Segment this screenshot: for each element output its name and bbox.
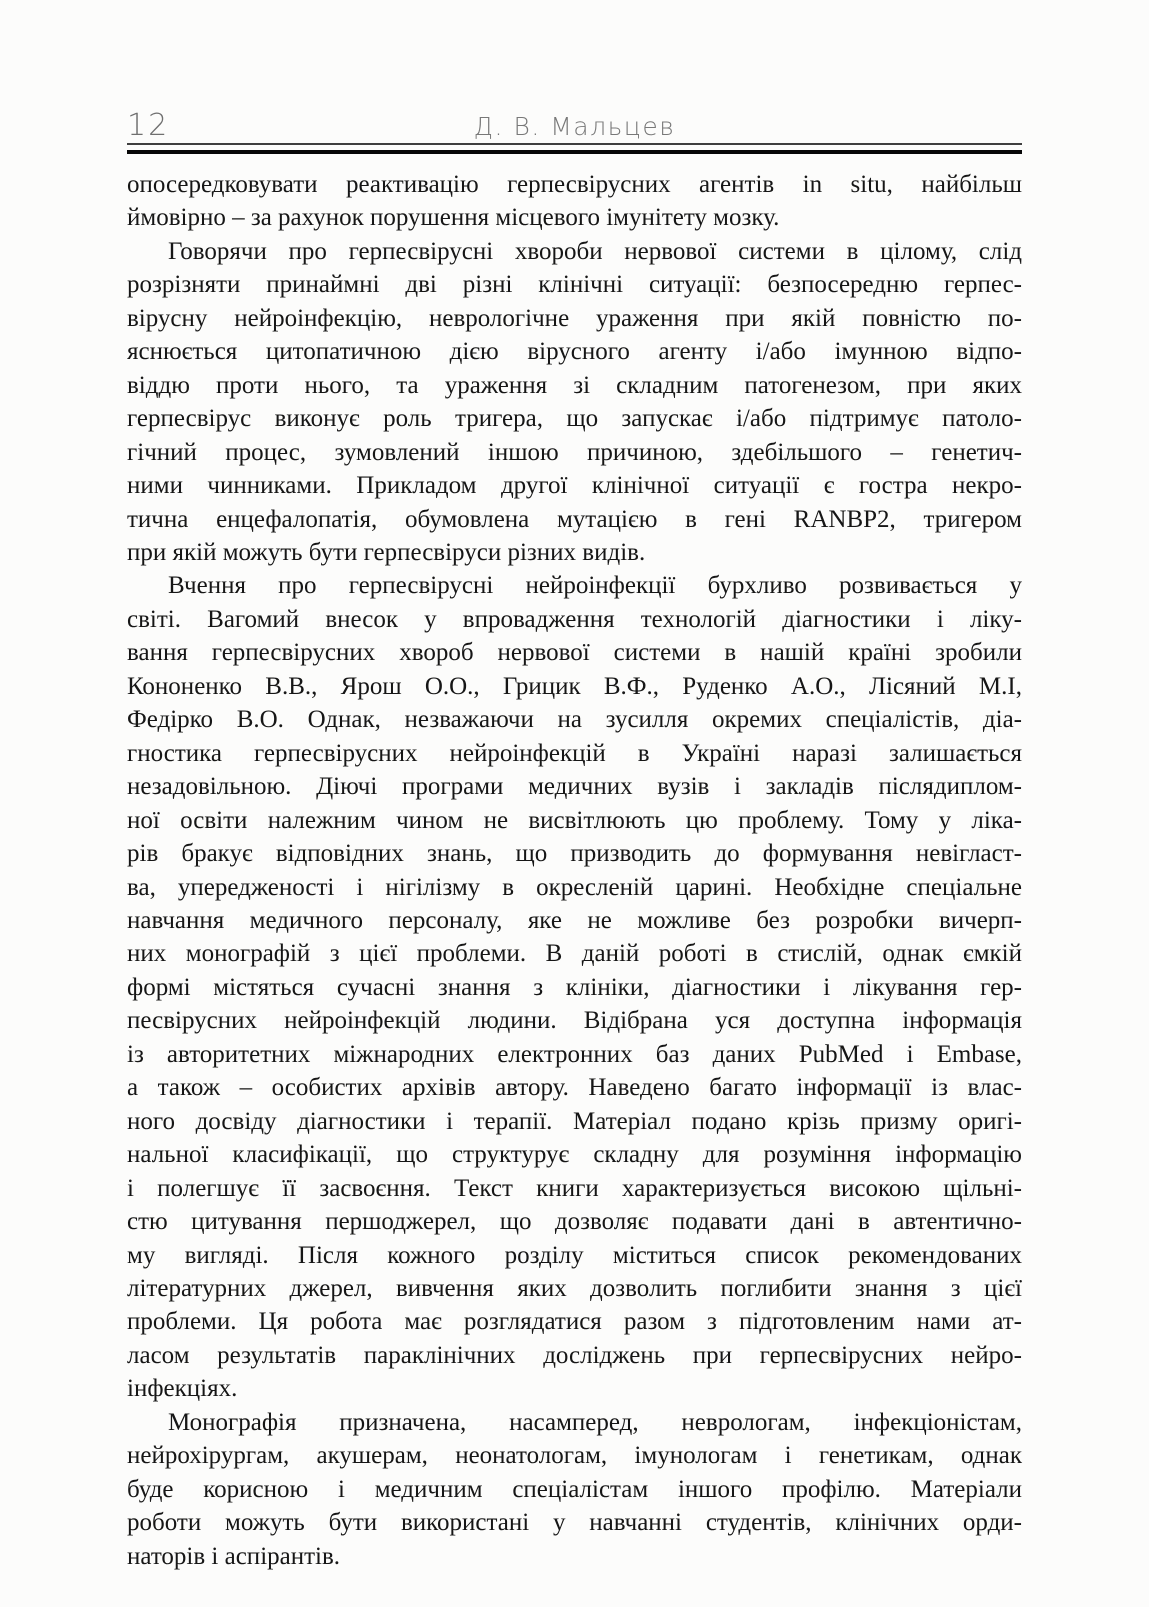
- text-line: буде корисною і медичним спеціалістам іншого профілю. Матеріали: [127, 1475, 1022, 1503]
- text-line: навчання медичного персоналу, яке не можливе без розробки вичерп-: [127, 906, 1022, 934]
- text-line: Вчення про герпесвірусні нейроінфекції бурхливо розвивається у: [168, 572, 1022, 600]
- text-line: ласом результатів параклінічних досліджень при герпесвірусних нейро-: [127, 1341, 1022, 1369]
- page-text: [127, 168, 1022, 1573]
- text-line: ної освіти належним чином не висвітлюють цю проблему. Тому у ліка-: [127, 806, 1022, 834]
- text-line: опосередковувати реактивацію герпесвірусних агентів in situ, найбільш: [127, 171, 1022, 198]
- text-line: гностика герпесвірусних нейроінфекцій в Україні наразі залишається: [127, 739, 1022, 767]
- running-title: Д. В. Мальцев: [473, 112, 676, 141]
- text-line: песвірусних нейроінфекцій людини. Відібрана уся доступна інформація: [127, 1007, 1022, 1035]
- text-line: вання герпесвірусних хвороб нервової системи в нашій країні зробили: [127, 639, 1022, 667]
- text-line: при якій можуть бути герпесвіруси різних видів.: [127, 538, 646, 566]
- text-line: герпесвірус виконує роль тригера, що запускає і/або підтримує патоло-: [127, 405, 1022, 433]
- text-line: світі. Вагомий внесок у впровадження технологій діагностики і ліку-: [127, 605, 1022, 633]
- page-header: [127, 106, 1022, 156]
- text-line: ймовірно – за рахунок порушення місцевого імунітету мозку.: [127, 204, 780, 232]
- text-line: Монографія призначена, насамперед, неврологам, інфекціоністам,: [168, 1408, 1022, 1436]
- text-line: ними чинниками. Прикладом другої клінічної ситуації є гостра некро-: [127, 472, 1022, 500]
- page-number: 12: [127, 108, 170, 143]
- text-line: ного досвіду діагностики і терапії. Матеріал подано крізь призму оригі-: [127, 1107, 1022, 1135]
- text-line: наторів і аспірантів.: [127, 1542, 341, 1570]
- text-line: формі містяться сучасні знання з клініки, діагностики і лікування гер-: [127, 973, 1022, 1001]
- header-rule-thin: [127, 143, 1022, 145]
- text-line: роботи можуть бути використані у навчанні студентів, клінічних орди-: [127, 1509, 1022, 1537]
- text-line: них монографій з цієї проблеми. В даній роботі в стислій, однак ємкій: [127, 940, 1022, 968]
- text-line: розрізняти принаймні дві різні клінічні ситуації: безпосередню герпес-: [127, 271, 1022, 299]
- text-line: а також – особистих архівів автору. Наведено багато інформації із влас-: [127, 1074, 1022, 1102]
- text-line: рів бракує відповідних знань, що призводить до формування невігласт-: [127, 840, 1022, 868]
- text-line: Говорячи про герпесвірусні хвороби нервової системи в цілому, слід: [168, 237, 1022, 265]
- text-line: віддю проти нього, та ураження зі складним патогенезом, при яких: [127, 371, 1022, 399]
- text-line: нейрохірургам, акушерам, неонатологам, імунологам і генетикам, однак: [127, 1442, 1022, 1470]
- text-line: інфекціях.: [127, 1375, 238, 1403]
- text-line: і полегшує її засвоєння. Текст книги характеризується високою щільні-: [127, 1174, 1022, 1202]
- text-line: із авторитетних міжнародних електронних баз даних PubMed і Embase,: [127, 1040, 1022, 1068]
- text-line: му вигляді. Після кожного розділу міститься список рекомендованих: [127, 1241, 1022, 1269]
- text-line: проблеми. Ця робота має розглядатися разом з підготовленим нами ат-: [127, 1308, 1022, 1336]
- text-line: яснюється цитопатичною дією вірусного агенту і/або імунною відпо-: [127, 338, 1022, 366]
- text-line: вірусну нейроінфекцію, неврологічне ураження при якій повністю по-: [127, 304, 1022, 332]
- text-line: незадовільною. Діючі програми медичних вузів і закладів післядиплом-: [127, 773, 1022, 801]
- text-line: тична енцефалопатія, обумовлена мутацією в гені RANBP2, тригером: [127, 505, 1022, 533]
- text-line: літературних джерел, вивчення яких дозволить поглибити знання з цієї: [127, 1274, 1022, 1302]
- text-line: гічний процес, зумовлений іншою причиною, здебільшого – генетич-: [127, 438, 1022, 466]
- text-line: Федірко В.О. Однак, незважаючи на зусилля окремих спеціалістів, діа-: [127, 706, 1022, 734]
- text-line: стю цитування першоджерел, що дозволяє подавати дані в автентично-: [127, 1208, 1022, 1236]
- text-line: нальної класифікації, що структурує складну для розуміння інформацію: [127, 1141, 1022, 1169]
- text-line: ва, упередженості і нігілізму в окресленій царині. Необхідне спеціальне: [127, 873, 1022, 901]
- text-line: Кононенко В.В., Ярош О.О., Грицик В.Ф., Руденко А.О., Лісяний М.І,: [127, 672, 1022, 700]
- header-rule-thick: [127, 150, 1022, 154]
